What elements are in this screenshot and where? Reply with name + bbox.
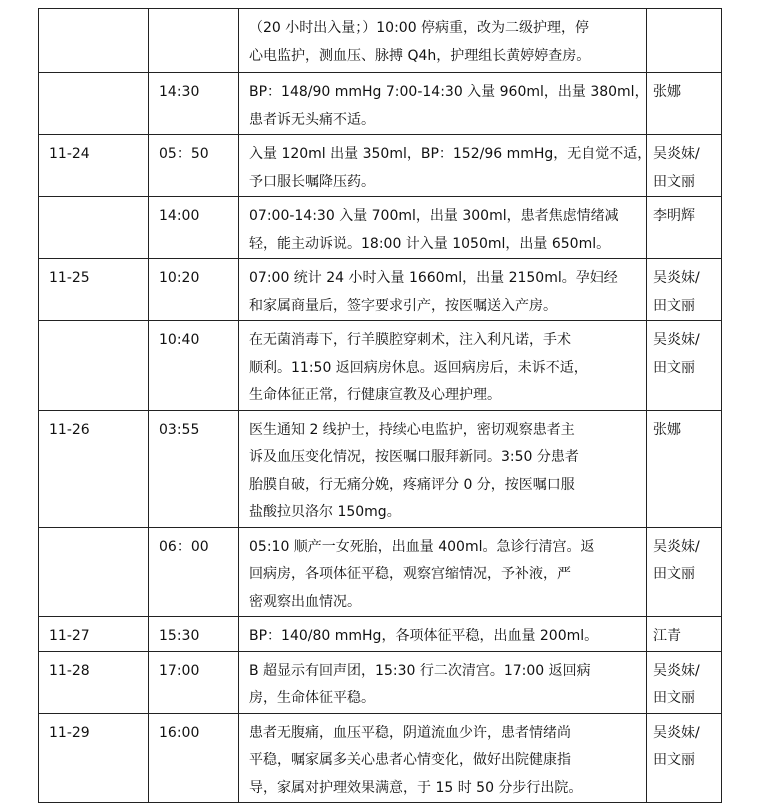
record-note-line: 轻，能主动诉说。18:00 计入量 1050ml，出量 650ml。 [249, 235, 611, 252]
record-row [39, 527, 722, 617]
record-note-line: BP：140/80 mmHg，各项体征平稳，出血量 200ml。 [249, 628, 599, 644]
record-time: 10:40 [149, 321, 239, 411]
record-signer-line: 田文丽 [653, 297, 695, 314]
record-date [39, 9, 149, 73]
record-note-line: 医生通知 2 线护士，持续心电监护，密切观察患者主 [249, 421, 575, 438]
record-row [39, 617, 722, 652]
record-date: 11-28 [39, 651, 149, 713]
record-date: 11-27 [39, 617, 149, 652]
record-signer [647, 9, 722, 73]
record-row [39, 410, 722, 527]
record-date: 11-26 [39, 410, 149, 527]
record-date [39, 321, 149, 411]
record-date [39, 527, 149, 617]
record-note-line: 心电监护，测血压、脉搏 Q4h，护理组长黄婷婷查房。 [249, 47, 591, 64]
record-row [39, 73, 722, 135]
record-note-line: 顺利。11:50 返回病房休息。返回病房后，未诉不适， [249, 359, 588, 376]
nursing-record-table [38, 8, 722, 803]
record-row [39, 259, 722, 321]
record-signer-line: 田文丽 [653, 359, 695, 376]
record-signer [647, 713, 722, 803]
record-signer [647, 651, 722, 713]
record-signer-line: 田文丽 [653, 752, 695, 768]
record-signer [647, 321, 722, 411]
record-note-line: B 超显示有回声团，15:30 行二次清宫。17:00 返回病 [249, 662, 591, 679]
record-time: 17:00 [149, 651, 239, 713]
record-time: 03:55 [149, 410, 239, 527]
record-note-line: 导，家属对护理效果满意，于 15 时 50 分步行出院。 [249, 779, 583, 796]
record-note-line: （20 小时出入量；）10:00 停病重，改为二级护理，停 [249, 20, 590, 36]
record-time [149, 9, 239, 73]
record-note-line: 房，生命体征平稳。 [249, 690, 375, 706]
record-note [239, 713, 647, 803]
record-note-line: 盐酸拉贝洛尔 150mg。 [249, 504, 401, 520]
record-signer [647, 410, 722, 527]
record-time: 16:00 [149, 713, 239, 803]
record-time: 14:00 [149, 197, 239, 259]
record-row [39, 197, 722, 259]
record-signer-line: 江青 [653, 628, 681, 644]
record-date [39, 197, 149, 259]
record-note-line: 平稳，嘱家属多关心患者心情变化，做好出院健康指 [249, 752, 571, 768]
record-note-line: 05:10 顺产一女死胎，出血量 400ml。急诊行清宫。返 [249, 538, 595, 555]
record-signer-line: 吴炎妹/ [653, 270, 700, 286]
record-note [239, 259, 647, 321]
record-row [39, 321, 722, 411]
record-note [239, 527, 647, 617]
record-signer-line: 吴炎妹/ [653, 662, 700, 679]
record-signer [647, 73, 722, 135]
record-time: 15:30 [149, 617, 239, 652]
record-note [239, 410, 647, 527]
record-time: 10:20 [149, 259, 239, 321]
record-signer-line: 田文丽 [653, 566, 695, 582]
record-note [239, 651, 647, 713]
record-row [39, 135, 722, 197]
record-signer [647, 617, 722, 652]
record-note-line: 患者诉无头痛不适。 [249, 111, 375, 128]
record-signer [647, 259, 722, 321]
record-signer-line: 吴炎妹/ [653, 724, 700, 741]
record-note [239, 321, 647, 411]
record-note-line: 诉及血压变化情况，按医嘱口服拜新同。3:50 分患者 [249, 449, 579, 465]
record-signer [647, 527, 722, 617]
record-note-line: 密观察出血情况。 [249, 593, 361, 610]
record-time: 06：00 [149, 527, 239, 617]
record-note-line: 在无菌消毒下，行羊膜腔穿刺术，注入利凡诺，手术 [249, 332, 571, 348]
record-row [39, 9, 722, 73]
record-note [239, 197, 647, 259]
record-date: 11-24 [39, 135, 149, 197]
record-note-line: 07:00-14:30 入量 700ml，出量 300ml，患者焦虑情绪减 [249, 208, 619, 224]
record-note-line: 患者无腹痛，血压平稳，阴道流血少许，患者情绪尚 [249, 724, 571, 741]
record-signer-line: 张娜 [653, 84, 681, 100]
record-row [39, 651, 722, 713]
record-note-line: 回病房，各项体征平稳，观察宫缩情况，予补液，严 [249, 566, 571, 582]
record-signer-line: 吴炎妹/ [653, 332, 700, 348]
record-note [239, 135, 652, 197]
record-note-line: 胎膜自破，行无痛分娩，疼痛评分 0 分，按医嘱口服 [249, 476, 575, 493]
nursing-record-body [39, 9, 722, 803]
record-date: 11-25 [39, 259, 149, 321]
record-note [239, 73, 647, 135]
record-note-line: 予口服长嘱降压药。 [249, 173, 375, 190]
record-signer-line: 吴炎妹/ [653, 538, 700, 555]
record-row [39, 713, 722, 803]
record-signer-line: 田文丽 [653, 173, 695, 190]
record-note-line: 入量 120ml 出量 350ml，BP：152/96 mmHg，无自觉不适， [249, 146, 652, 162]
record-signer-line: 吴炎妹/ [653, 146, 700, 162]
record-signer [647, 135, 722, 197]
record-note-line: 和家属商量后，签字要求引产，按医嘱送入产房。 [249, 297, 557, 314]
record-signer-line: 李明辉 [653, 208, 695, 224]
record-note-line: 07:00 统计 24 小时入量 1660ml，出量 2150ml。孕妇经 [249, 270, 618, 286]
record-signer-line: 田文丽 [653, 690, 695, 706]
record-note-line: BP：148/90 mmHg 7:00-14:30 入量 960ml，出量 380ml， [249, 84, 649, 100]
record-note [239, 617, 647, 652]
record-date: 11-29 [39, 713, 149, 803]
record-time: 05：50 [149, 135, 239, 197]
record-date [39, 73, 149, 135]
record-signer-line: 张娜 [653, 421, 681, 438]
record-signer [647, 197, 722, 259]
record-note-line: 生命体征正常，行健康宣教及心理护理。 [249, 387, 501, 403]
record-time: 14:30 [149, 73, 239, 135]
record-note [239, 9, 647, 73]
